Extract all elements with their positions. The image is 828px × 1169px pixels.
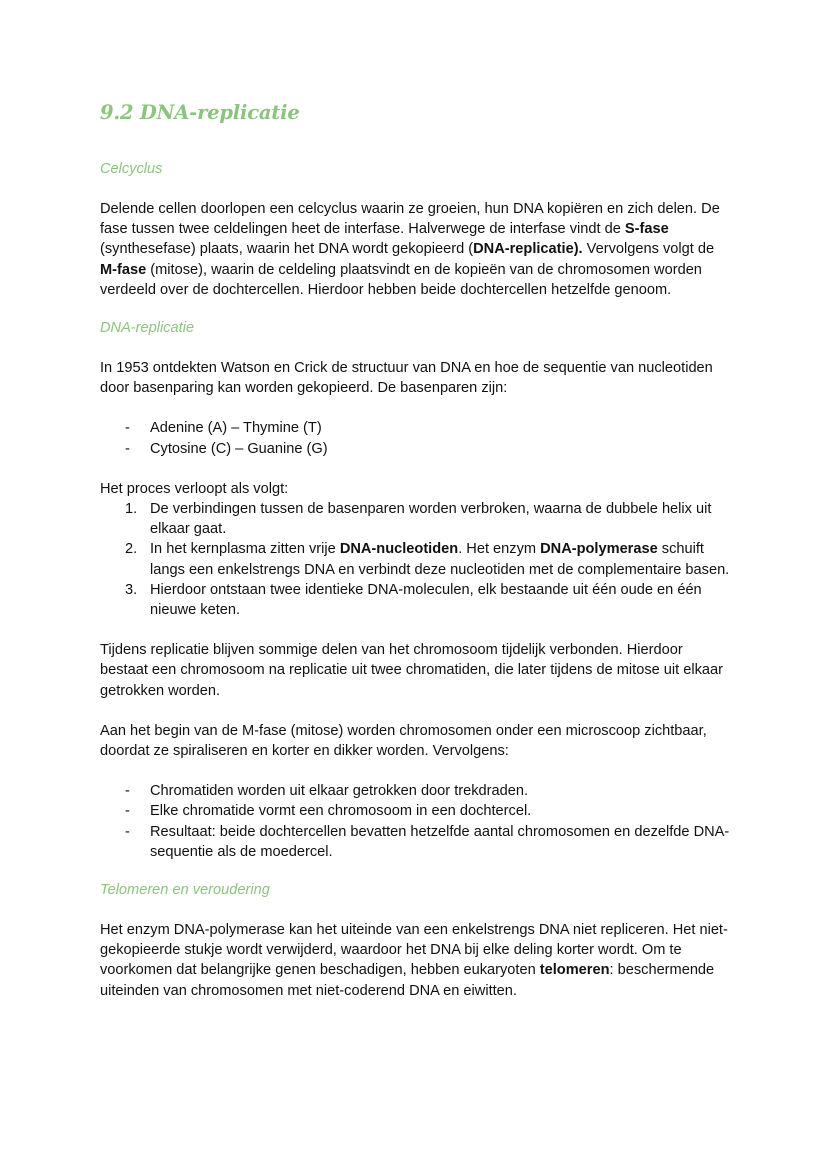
paragraph-telomeren: Het enzym DNA-polymerase kan het uiteinde van een enkelstrengs DNA niet repliceren. Het niet-gekopieerde stukje wordt verwijderd, waardoor het DNA bij elke deling korter wordt. Om te voorkomen dat belangrijke genen beschadigen, hebben eukaryoten telomeren: beschermende uiteinden van chromosomen met niet-coderend DNA en eiwitten. (100, 922, 728, 999)
list-item: - Chromatiden worden uit elkaar getrokken door trekdraden. (125, 783, 529, 800)
list-item: - Adenine (A) – Thymine (T) (125, 420, 322, 437)
page-title: 9.2 DNA-replicatie (100, 101, 300, 124)
term-telomeren: telomeren (539, 962, 610, 979)
term-dna-nucleotiden: DNA-nucleotiden (339, 541, 459, 558)
list-item: 1. De verbindingen tussen de basenparen worden verbroken, waarna de dubbele helix uit elkaar gaat. (125, 501, 712, 538)
term-dna-polymerase: DNA-polymerase (540, 541, 658, 558)
term-dna-replicatie: DNA-replicatie). (473, 241, 583, 258)
list-item: 2. In het kernplasma zitten vrije DNA-nucleotiden. Het enzym DNA-polymerase schuift langs een enkelstrengs DNA en verbindt deze nucleotiden met de complementaire basen. (125, 541, 730, 578)
heading-dna-replicatie: DNA-replicatie (100, 320, 195, 337)
process-intro: Het proces verloopt als volgt: (100, 480, 289, 497)
paragraph-celcyclus: Delende cellen doorlopen een celcyclus waarin ze groeien, hun DNA kopiëren en zich delen. De fase tussen twee celdelingen heet de interfase. Halverwege de interfase vindt de S-fase (synthesefase) plaats, waarin het DNA wordt gekopieerd (DNA-replicatie). Vervolgens volgt de M-fase (mitose), waarin de celdeling plaatsvindt en de kopieën van de chromosomen worden verdeeld over de dochtercellen. Hierdoor hebben beide dochtercellen hetzelfde genoom. (100, 201, 720, 298)
term-s-fase: S-fase (624, 221, 669, 238)
heading-telomeren: Telomeren en veroudering (100, 882, 270, 899)
mitose-list (100, 781, 730, 862)
term-m-fase: M-fase (100, 261, 147, 278)
document-page (100, 99, 730, 1001)
list-item: 3. Hierdoor ontstaan twee identieke DNA-moleculen, elk bestaande uit één oude en één nieuwe keten. (125, 581, 702, 619)
basepair-list (100, 418, 730, 458)
paragraph-watson-crick: In 1953 ontdekten Watson en Crick de structuur van DNA en hoe de sequentie van nucleotiden door basenparing kan worden gekopieerd. De basenparen zijn: (100, 360, 713, 397)
paragraph-chromatiden: Tijdens replicatie blijven sommige delen van het chromosoom tijdelijk verbonden. Hierdoor bestaat een chromosoom na replicatie uit twee chromatiden, die later tijdens de mitose uit elkaar getrokken worden. (100, 642, 723, 699)
heading-celcyclus: Celcyclus (100, 161, 163, 177)
process-steps (100, 499, 730, 620)
list-item: - Cytosine (C) – Guanine (G) (125, 440, 328, 457)
list-item: - Elke chromatide vormt een chromosoom in een dochtercel. (125, 803, 532, 820)
paragraph-m-fase: Aan het begin van de M-fase (mitose) worden chromosomen onder een microscoop zichtbaar, doordat ze spiraliseren en korter en dikker worden. Vervolgens: (100, 722, 707, 760)
list-item: - Resultaat: beide dochtercellen bevatten hetzelfde aantal chromosomen en dezelfde DNA-sequentie als de moedercel. (125, 823, 730, 860)
